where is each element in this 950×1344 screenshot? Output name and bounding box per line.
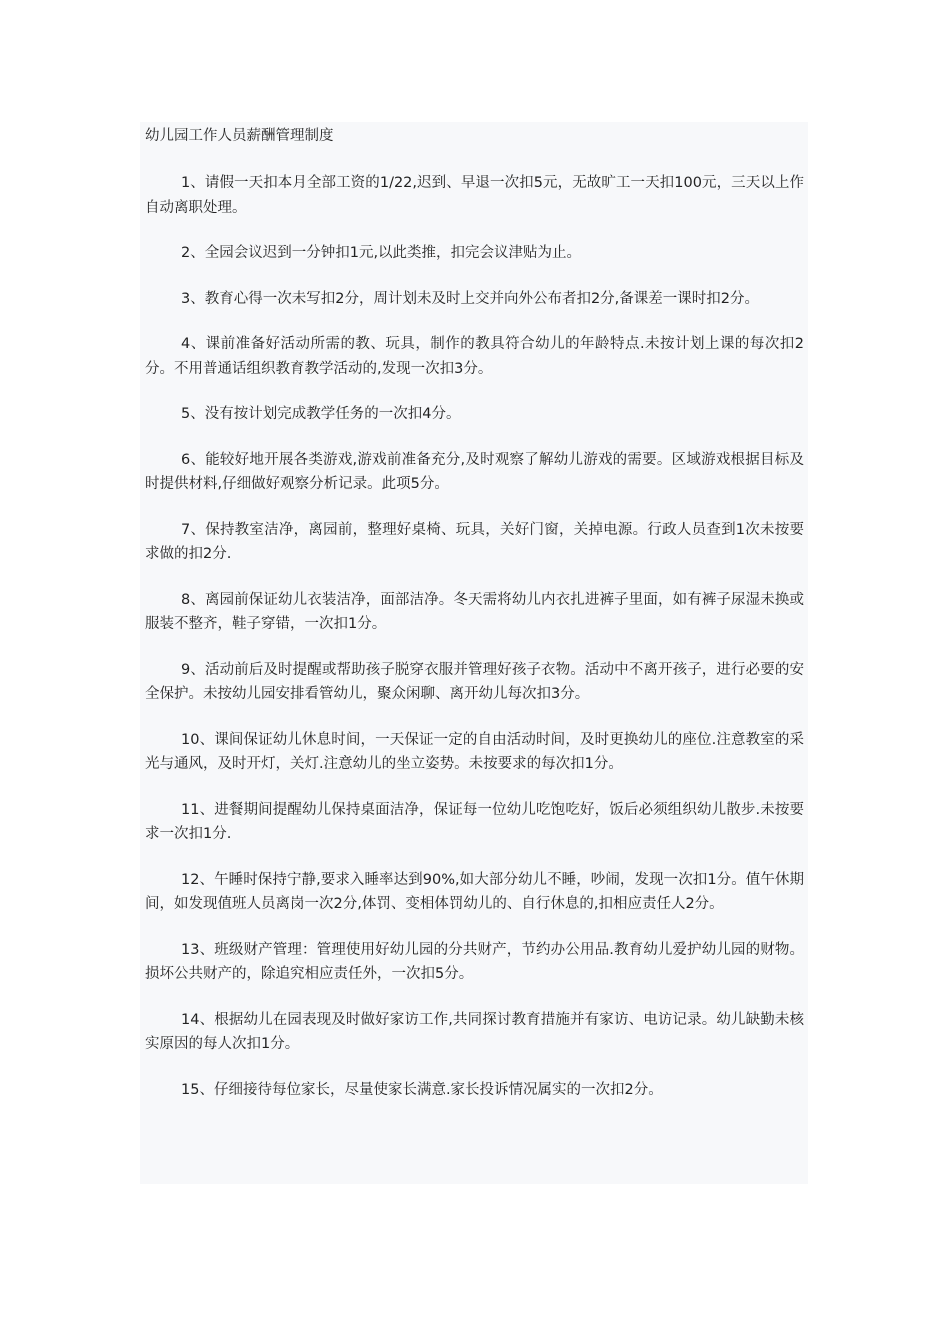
rule-item: 15、仔细接待每位家长，尽量使家长满意.家长投诉情况属实的一次扣2分。 xyxy=(181,1081,663,1098)
rule-item: 13、班级财产管理：管理使用好幼儿园的分共财产，节约办公用品.教育幼儿爱护幼儿园的财物。损坏公共财产的，除追究相应责任外，一次扣5分。 xyxy=(145,941,804,982)
rule-item: 4、课前准备好活动所需的教、玩具，制作的教具符合幼儿的年龄特点.未按计划上课的每次扣2分。不用普通话组织教育教学活动的,发现一次扣3分。 xyxy=(145,336,804,377)
rule-item: 14、根据幼儿在园表现及时做好家访工作,共同探讨教育措施并有家访、电访记录。幼儿缺勤未核实原因的每人次扣1分。 xyxy=(145,1011,804,1052)
rule-item: 7、保持教室洁净，离园前，整理好桌椅、玩具，关好门窗，关掉电源。行政人员查到1次未按要求做的扣2分. xyxy=(145,521,804,562)
rule-item: 10、课间保证幼儿休息时间，一天保证一定的自由活动时间，及时更换幼儿的座位.注意教室的采光与通风，及时开灯，关灯.注意幼儿的坐立姿势。未按要求的每次扣1分。 xyxy=(145,731,804,772)
document-body xyxy=(140,122,808,1184)
document-title: 幼儿园工作人员薪酬管理制度 xyxy=(145,128,334,144)
rule-item: 9、活动前后及时提醒或帮助孩子脱穿衣服并管理好孩子衣物。活动中不离开孩子，进行必要的安全保护。未按幼儿园安排看管幼儿，聚众闲聊、离开幼儿每次扣3分。 xyxy=(145,661,804,702)
rule-item: 8、离园前保证幼儿衣装洁净，面部洁净。冬天需将幼儿内衣扎进裤子里面，如有裤子尿湿未换或服装不整齐，鞋子穿错，一次扣1分。 xyxy=(145,591,804,632)
rule-item: 5、没有按计划完成教学任务的一次扣4分。 xyxy=(181,406,461,422)
rule-list xyxy=(145,171,804,1102)
rule-item: 1、请假一天扣本月全部工资的1/22,迟到、早退一次扣5元，无故旷工一天扣100元，三天以上作自动离职处理。 xyxy=(145,175,804,216)
rule-item: 2、全园会议迟到一分钟扣1元,以此类推，扣完会议津贴为止。 xyxy=(181,245,582,261)
rule-item: 12、午睡时保持宁静,要求入睡率达到90%,如大部分幼儿不睡，吵闹，发现一次扣1分。值午休期间，如发现值班人员离岗一次2分,体罚、变相体罚幼儿的、自行休息的,扣相应责任人2分。 xyxy=(145,871,804,912)
rule-item: 11、进餐期间提醒幼儿保持桌面洁净，保证每一位幼儿吃饱吃好，饭后必须组织幼儿散步.未按要求一次扣1分. xyxy=(145,801,804,842)
rule-item: 6、能较好地开展各类游戏,游戏前准备充分,及时观察了解幼儿游戏的需要。区域游戏根据目标及时提供材料,仔细做好观察分析记录。此项5分。 xyxy=(145,451,804,492)
rule-item: 3、教育心得一次未写扣2分，周计划未及时上交并向外公布者扣2分,备课差一课时扣2分。 xyxy=(181,290,760,307)
